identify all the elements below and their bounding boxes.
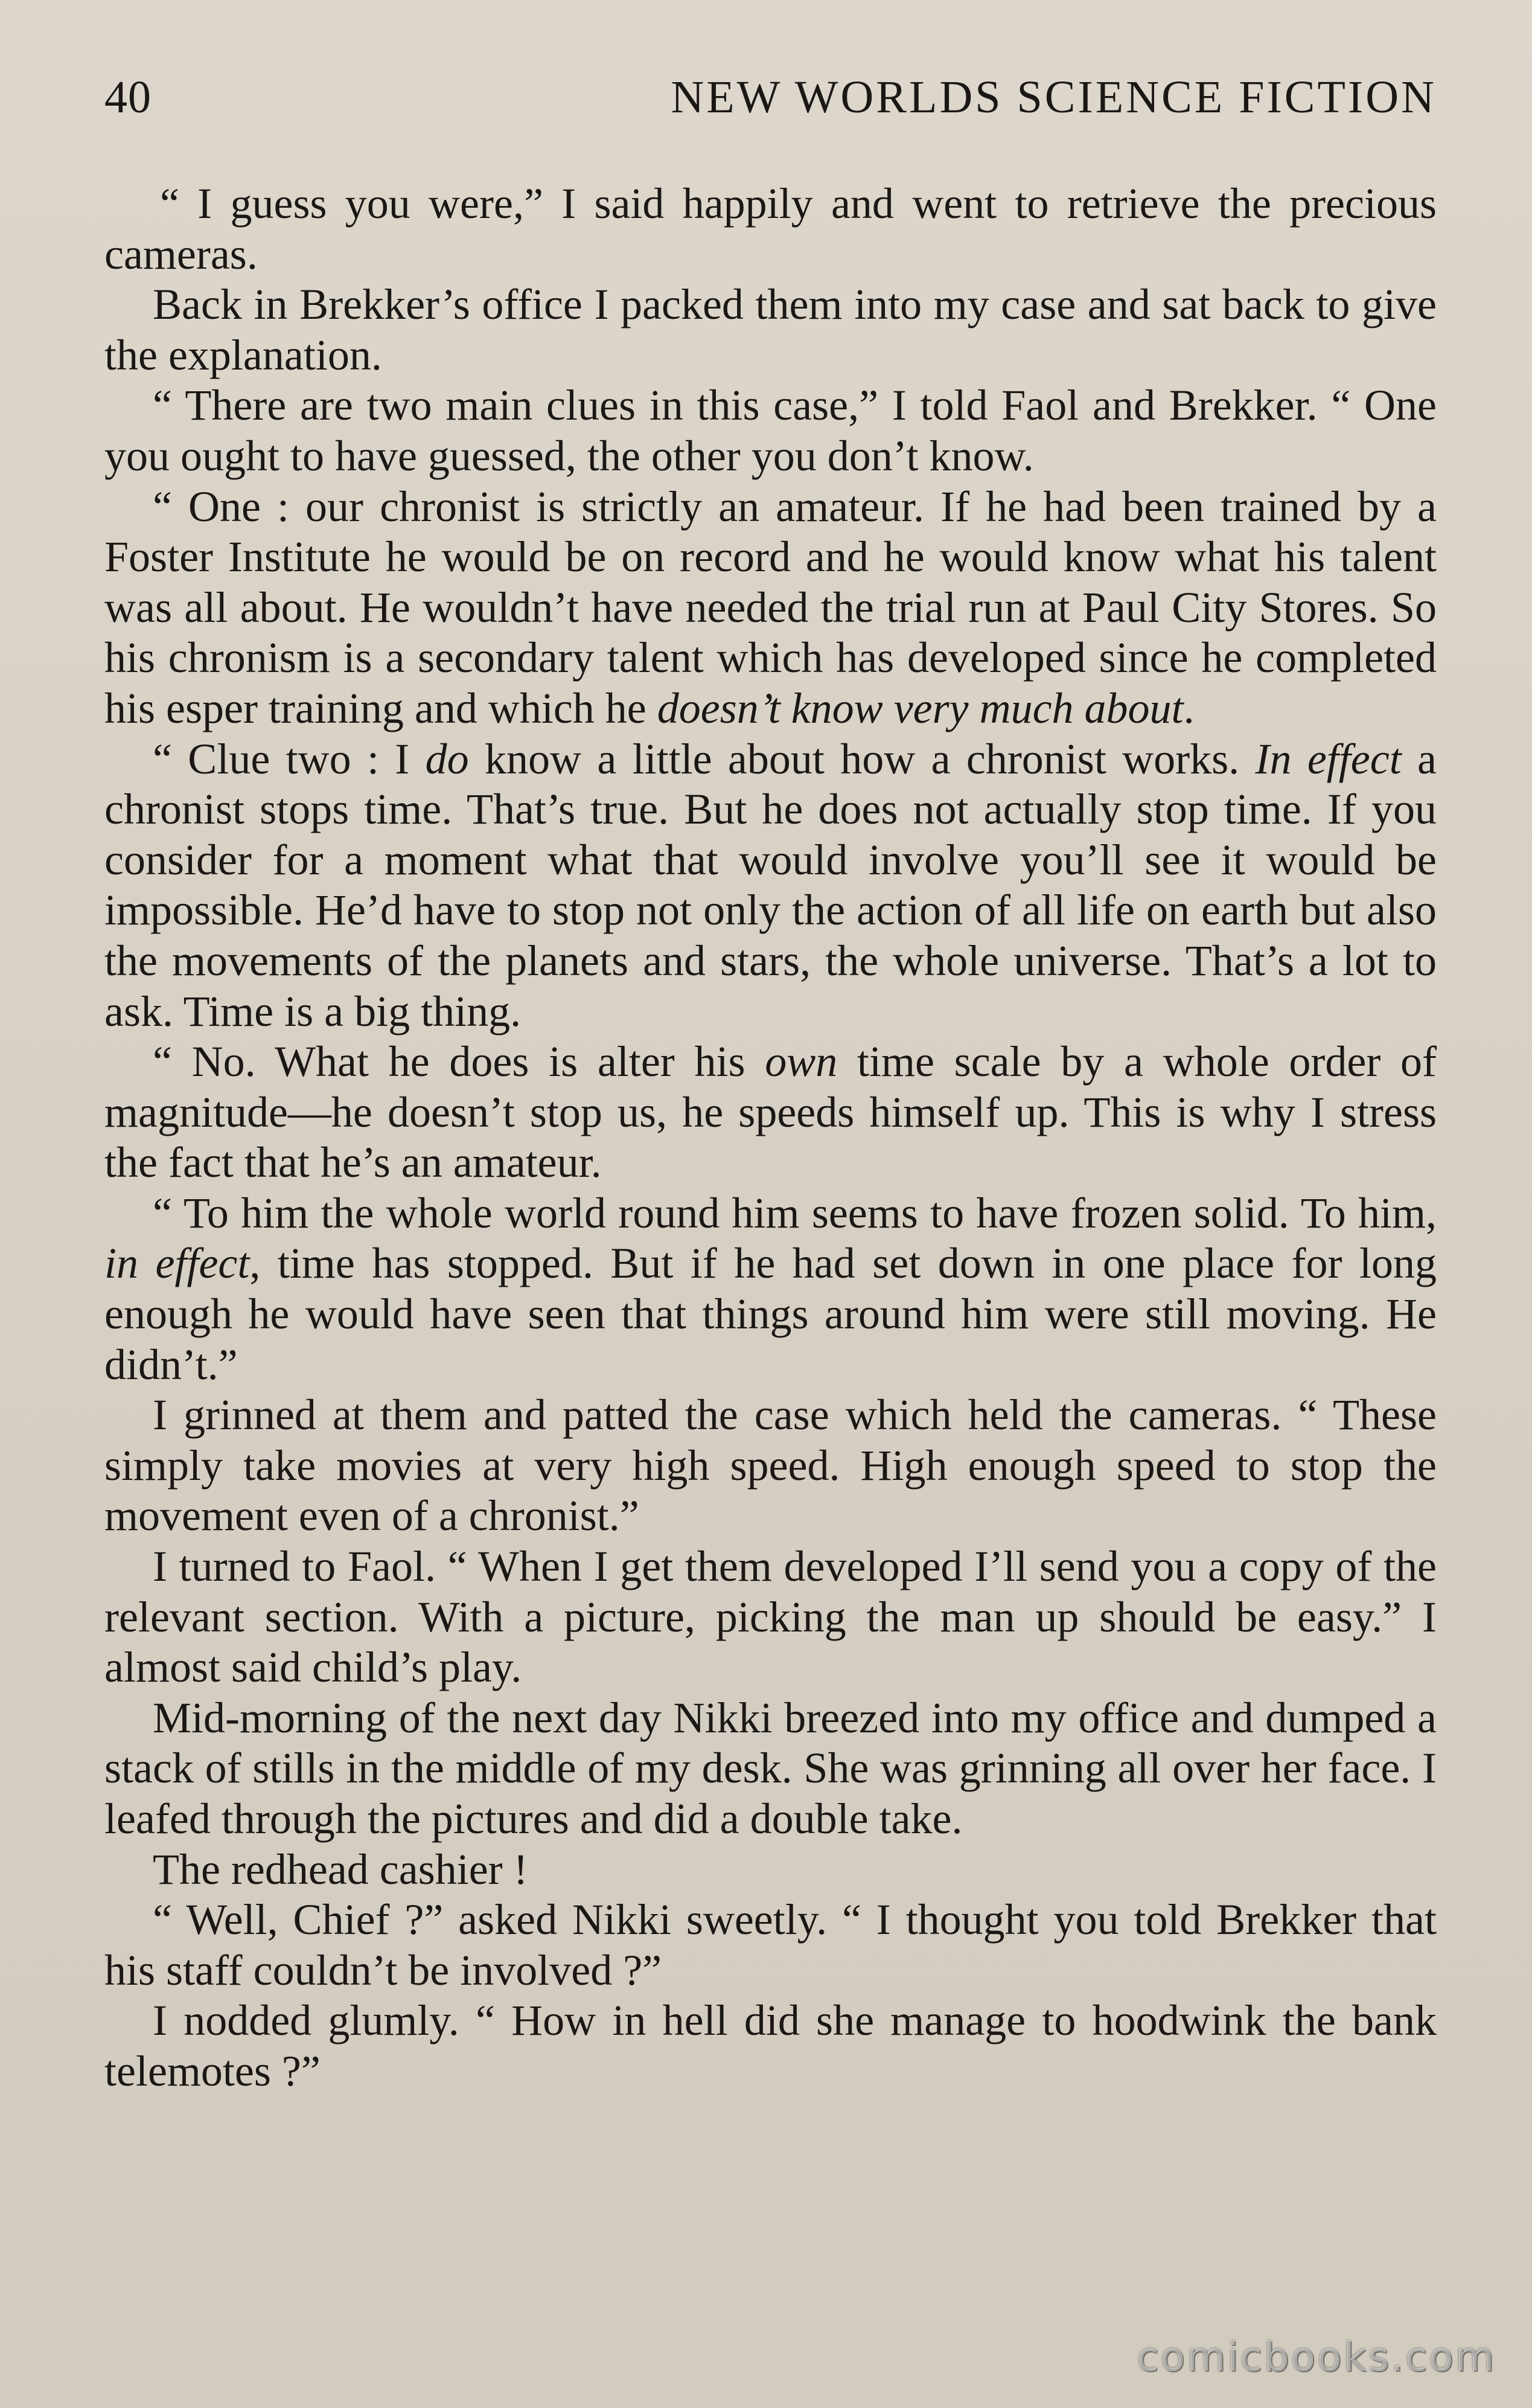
text-run: The redhead cashier ! [153,1845,528,1894]
paragraph [104,1693,1437,1845]
text-run: “ One : our chronist is strictly an amateur. If he had been trained by a Foster Institute he would be on record and he would know what his talent was all about. He wouldn’t have needed the trial run at Paul City Stores. So his chronism is a secondary talent which has developed since he completed his esper training and which he [104,482,1437,732]
text-run: a chronist stops time. That’s true. But he does not actually stop time. If you consider for a moment what that would involve you’ll see it would be impossible. He’d have to stop not only the action of all life on earth but also the movements of the planets and stars, the whole universe. That’s a lot to ask. Time is a big thing. [104,734,1437,1036]
italic-text: doesn’t know very much about [657,684,1184,732]
page-header [104,71,1437,138]
text-run: . [1183,684,1195,732]
page-number: 40 [104,72,152,123]
text-run: time scale by a whole order of magnitude—he doesn’t stop us, he speeds himself up. This is why I stress the fact that he’s an amateur. [104,1037,1437,1187]
text-run: “ To him the whole world round him seems to have frozen solid. To him, [153,1188,1437,1237]
paragraph [104,1390,1437,1542]
italic-text: In effect [1255,734,1402,783]
paragraph [104,280,1437,380]
text-run: “ Well, Chief ?” asked Nikki sweetly. “ I thought you told Brekker that his staff couldn’t be involved ?” [104,1895,1437,1994]
text-run: Mid-morning of the next day Nikki breezed into my office and dumped a stack of stills in the middle of my desk. She was grinning all over her face. I leafed through the pictures and did a double take. [104,1693,1437,1843]
paragraph [104,1188,1437,1390]
text-run: “ Clue two : I [153,734,426,783]
text-run: I grinned at them and patted the case which held the cameras. “ These simply take movies at very high speed. High enough speed to stop the movement even of a chronist.” [104,1391,1437,1540]
text-run: I turned to Faol. “ When I get them developed I’ll send you a copy of the relevant section. With a picture, picking the man up should be easy.” I almost said child’s play. [104,1542,1437,1692]
paragraph [104,1542,1437,1693]
text-run: , time has stopped. But if he had set down in one place for long enough he would have seen that things around him were still moving. He didn’t.” [104,1239,1437,1389]
watermark: comicbooks.com [1137,2334,1496,2380]
body-text [104,179,1437,2097]
paragraph [104,1895,1437,1996]
paragraph [104,179,1437,280]
text-run: know a little about how a chronist works. [468,734,1256,783]
text-run: “ I guess you were,” I said happily and went to retrieve the precious cameras. [104,179,1437,278]
italic-text: do [425,734,469,783]
text-run: I nodded glumly. “ How in hell did she manage to hoodwink the bank telemotes ?” [104,1996,1437,2095]
text-run: “ No. What he does is alter his [153,1037,765,1086]
paragraph [104,734,1437,1037]
paragraph [104,1996,1437,2096]
paragraph [104,1037,1437,1188]
text-run: “ There are two main clues in this case,” I told Faol and Brekker. “ One you ought to have guessed, the other you don’t know. [104,381,1437,480]
italic-text: in effect [104,1239,250,1288]
running-title: NEW WORLDS SCIENCE FICTION [671,72,1437,123]
text-run: Back in Brekker’s office I packed them into my case and sat back to give the explanation. [104,280,1437,379]
paragraph [104,482,1437,734]
paragraph [104,1845,1437,1895]
italic-text: own [765,1037,838,1086]
paragraph [104,380,1437,481]
